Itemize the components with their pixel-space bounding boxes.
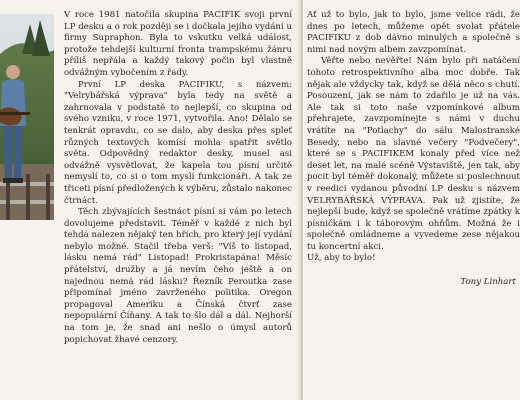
left-text-column <box>64 10 292 346</box>
guitarist-photo-image <box>0 14 54 220</box>
right-page <box>303 0 520 400</box>
signature: Tony Linhart <box>460 277 516 288</box>
paragraph-3: Těch zbývajících šestnáct písní si vám po letech dovolujeme představit. Téměř v každé z nich byl tehdá nalezen nějaký ten hřích, pro který její vydání nebylo možné. Stačil třeba verš: "Víš to listopad, lásku nemá rád" Listopad! Prokristapána! Měsíc přátelství, družby a já nevím čeho ještě a on najednou nemá rád lásku? Řezník Peroutka zase připomínal jméno zavrženého politika. Oregon propagoval Ameriku a Čínská čtvrť zase nepopulární Číňany. A tak to šlo dál a dál. Nejhorší na tom je, že snad ani nešlo o úmysl autorů popichovat žhavé cenzory. <box>64 207 292 345</box>
paragraph-5: Věřte nebo nevěřte! Nám bylo při natáčení tohoto retrospektivního alba moc dobře. Tak nějak ale vždycky tak, když se dělá něco s chutí. Posouzení, jak se nám to zdařilo je už na vás. Ale tak si toto naše vzpomínkové album přehrajete, zavzpomínejte s námi v duchu vrátíte na "Potlachy" do sálu Malostranské Besedy, nebo na slavné večery "Podvečery", které se s PACIFIKEM konaly před více než deset let, na malé scéně Výstaviště, jen tak, aby pocit byl téměř dokonalý, můžete si poslechnout v reedici vydanou původní LP desku s názvem VELRYBÁŘSKÁ VÝPRAVA. Pak už zjistíte, že nejlepší bude, když se společně vrátíme zpátky k písničkám i k táborovým ohňům. Možná že i společně omládneme a vyvedeme zese nějakou tu koncertní akci. <box>307 56 520 252</box>
right-text-column <box>307 10 520 289</box>
paragraph-4: Ať už to bylo, jak to bylo, jsme velice rádi, že dnes po letech, můžeme opět svolat přátele PACIFIKU z dob dávno minulých a společně s nimi nad novým albem zavzpomínat. <box>307 10 520 55</box>
guitarist-photo <box>0 14 54 220</box>
paragraph-6: Už, aby to bylo! <box>307 253 376 264</box>
paragraph-2: První LP deska PACIFIKU, s názvem: "Velrybářská výprava" byla tedy na světě a zahrnovala v podstatě to nejlepší, co skupina od svého vzniku, v roce 1971, vytvořila. Ano! Dělalo se tenkrát opravdu, co se dalo, aby deska přes spleť různých textových komisí mohla spatřit světlo světa. Odpovědný redaktor desky, musel asi odvážně vysvětlovat, že kapela tou písní určitě nemyslí to, co si o tom myslí funkcionáři. A tak ze třiceti písní předložených k výběru, zůstalo nakonec čtrnáct. <box>64 79 292 206</box>
paragraph-1: V roce 1981 natočila skupina PACIFIK svoji první LP desku a o rok později se i dočkala jejího vydání u firmy Supraphon. Byla to vskutku velká událost, protože tehdejší kulturní fronta trampskému žánru příliš nepřála a každý takový počin byl vlastně odvážným vybočením z řady. <box>64 10 292 78</box>
